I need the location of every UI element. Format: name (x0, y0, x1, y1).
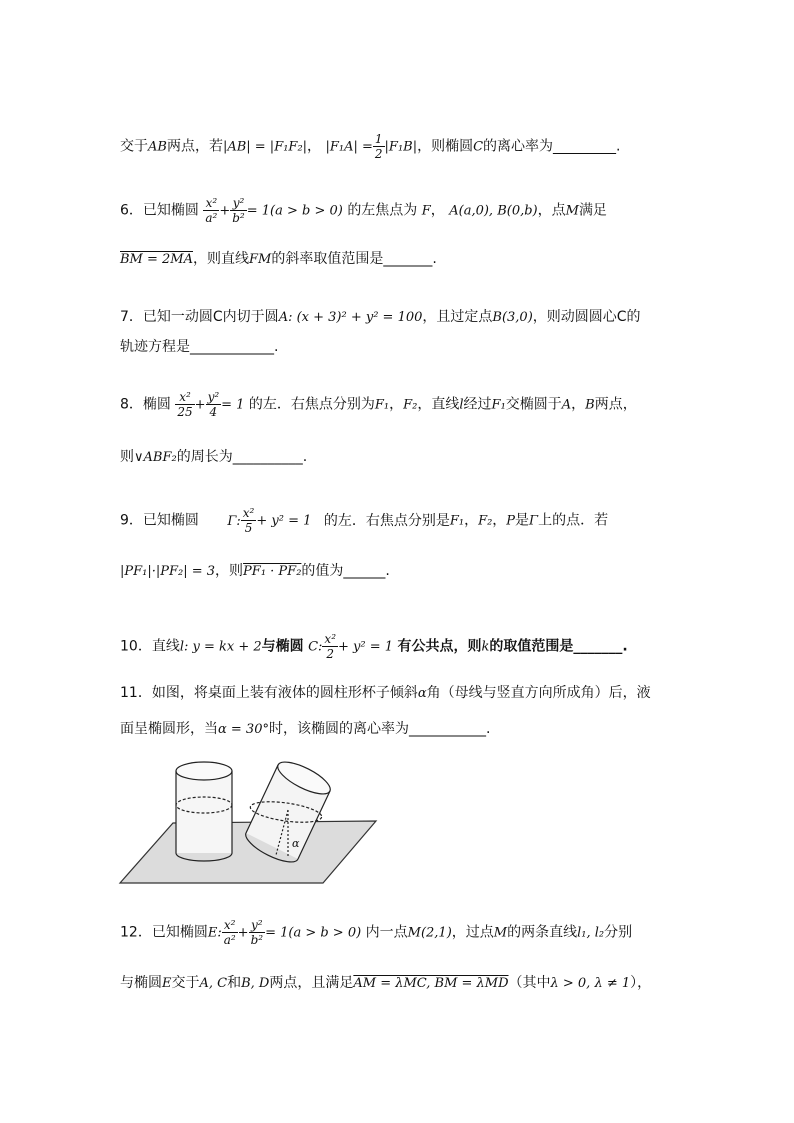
q12-line2-text-2: 交于 (171, 975, 200, 991)
q6-vector-eq: BM = 2MA (120, 252, 193, 267)
q12-text-4: 的两条直线 (507, 924, 578, 941)
q12-math-lambda: λ > 0, λ ≠ 1 (550, 976, 631, 991)
q12-frac2-num: y² (249, 918, 266, 933)
q8-text-3: ， (389, 396, 404, 413)
q8-text-1: 8．椭圆 (120, 396, 171, 413)
q8-fraction-2 (206, 390, 222, 419)
q10-frac-num: x² (324, 632, 336, 646)
q10-line (120, 632, 628, 661)
q6-text-4: ，点 (537, 202, 566, 219)
q12-frac2-den: b² (250, 933, 264, 947)
cylinder-tilt-figure (118, 755, 378, 890)
q8-math-l: l (459, 397, 464, 413)
q5-fraction (373, 132, 385, 161)
q12-line2-text-5: （其中 (508, 975, 551, 991)
q6-eq: = 1(a > b > 0) (246, 203, 343, 219)
q8-math-a: A (561, 397, 572, 413)
q6-plus: + (219, 203, 231, 219)
q5-math-condition-2b: |F₁B| (384, 139, 418, 155)
q6-frac1-den: a² (205, 211, 218, 225)
q7-line2-text: 轨迹方程是____________. (120, 339, 279, 355)
q12-text-5: 分别 (604, 924, 633, 941)
q5-frac-num: 1 (374, 132, 383, 146)
q9-line-2 (120, 560, 390, 580)
q10-text-4: 的取值范围是_______. (489, 638, 628, 655)
q8-text-7: ， (571, 396, 586, 413)
q12-math-e: E: (207, 925, 222, 941)
q12-fraction-1 (222, 918, 238, 947)
q9-text-3: ， (464, 512, 479, 529)
q8-frac2-den: 4 (209, 405, 218, 419)
q6-fraction-1 (203, 196, 219, 225)
q5-text-5: 的离心率为_________. (483, 138, 621, 155)
q8-text-6: 交椭圆于 (505, 396, 562, 413)
q10-math-line: l: y = kx + 2 (179, 639, 262, 655)
q10-fraction (322, 632, 338, 661)
q9-line2-text-1: ，则 (215, 563, 244, 579)
q7-line-2 (120, 336, 278, 356)
q11-math-angle: α = 30° (218, 722, 269, 737)
q6-text-3: ， (430, 202, 445, 219)
q5-frac-den: 2 (374, 147, 383, 161)
q12-plus: + (237, 925, 249, 941)
q7-math-point: B(3,0) (492, 310, 533, 325)
q12-math-vectors: AM = λMC, BM = λMD (353, 976, 509, 991)
q6-fraction-2 (230, 196, 247, 225)
q12-math-ac: A, C (199, 976, 228, 991)
q9-line2-text-2: 的值为______. (301, 563, 390, 579)
q11-line-2 (120, 718, 490, 738)
q6-frac2-num: y² (230, 196, 247, 211)
q8-math-triangle: ∨ABF₂ (134, 450, 177, 465)
q9-math-f2: F₂ (478, 513, 493, 529)
q8-text-5: 经过 (463, 396, 492, 413)
q12-math-e2: E (162, 976, 172, 991)
q11-line-1 (120, 682, 651, 702)
q9-text-4: ， (492, 512, 507, 529)
q7-line-1 (120, 306, 641, 326)
q5-text-3: ， (307, 138, 322, 155)
q11-text-1: 11．如图，将桌面上装有液体的圆柱形杯子倾斜 (120, 685, 418, 701)
q12-text-2: 内一点 (365, 924, 408, 941)
q10-eq: + y² = 1 (338, 639, 394, 655)
q8-plus: + (194, 397, 206, 413)
q9-fraction (241, 506, 257, 535)
q9-math-product: |PF₁|·|PF₂| = 3 (120, 564, 216, 579)
q11-math-alpha: α (417, 686, 427, 701)
q8-math-f2: F₂ (403, 397, 418, 413)
q6-text-2: 的左焦点为 (347, 202, 418, 219)
q12-line2-text-3: 和 (227, 975, 242, 991)
q5-math-ab: AB (148, 139, 167, 155)
q8-line2-text-1: 则 (120, 449, 134, 465)
q12-text-3: ，过点 (451, 924, 494, 941)
q6-line2-text-1: ，则直线 (193, 251, 249, 267)
q12-text-1: 12．已知椭圆 (120, 924, 208, 941)
q9-math-dot-product: PF₁ · PF₂ (243, 564, 302, 579)
q8-fraction-1 (175, 390, 194, 419)
q6-math-points: A(a,0), B(0,b) (449, 203, 538, 219)
q7-math-circle: A: (x + 3)² + y² = 100 (278, 310, 423, 325)
q8-text-4: ，直线 (417, 396, 460, 413)
q12-math-m-point: M(2,1) (407, 925, 452, 941)
q8-text-2: 的左．右焦点分别为 (248, 396, 375, 413)
q9-math-gamma: Γ: (227, 513, 241, 529)
q10-math-c: C: (308, 639, 323, 655)
q6-math-f: F (421, 203, 431, 219)
q9-math-gamma-2: Γ (529, 513, 539, 529)
q6-text-1: 6．已知椭圆 (120, 202, 199, 219)
q12-line-1 (120, 918, 632, 947)
q8-line-2 (120, 446, 307, 466)
q9-frac-num: x² (242, 506, 255, 520)
q9-frac-den: 5 (244, 521, 253, 535)
q9-eq: + y² = 1 (256, 513, 312, 529)
q8-eq: = 1 (221, 397, 245, 413)
q9-text-1: 9．已知椭圆 (120, 512, 199, 529)
q8-math-f1b: F₁ (491, 397, 506, 413)
q5-text-2: 两点，若 (166, 138, 223, 155)
q6-line-2 (120, 248, 437, 268)
q11-text-2: 角（母线与竖直方向所成角）后，液 (426, 685, 651, 701)
q8-frac1-num: x² (175, 390, 194, 405)
q5-text-4: ，则椭圆 (417, 138, 474, 155)
q5-text-1: 交于 (120, 138, 148, 155)
q12-eq: = 1(a > b > 0) (265, 925, 362, 941)
q8-math-f1: F₁ (374, 397, 390, 413)
q9-text-5: 是 (515, 512, 530, 529)
q5-math-condition-1: |AB| = |F₁F₂| (222, 139, 308, 155)
q6-text-5: 满足 (578, 202, 607, 219)
q5-math-c: C (473, 139, 484, 155)
q8-math-b: B (585, 397, 595, 413)
q11-line2-text-2: 时，该椭圆的离心率为___________. (268, 721, 491, 737)
q12-line-2 (120, 972, 651, 992)
q10-math-k: k (481, 639, 490, 655)
q10-text-2: 与椭圆 (261, 638, 304, 655)
q9-math-p: P (506, 513, 516, 529)
q12-line2-text-6: ）， (630, 975, 652, 991)
q10-text-3: 有公共点，则 (397, 638, 482, 655)
q7-text-3: ，则动圆圆心C的 (532, 309, 641, 325)
q6-frac2-den: b² (232, 211, 245, 225)
q12-frac1-num: x² (222, 918, 238, 933)
q9-line-1 (120, 506, 608, 535)
q6-math-fm: FM (249, 252, 272, 267)
q10-frac-den: 2 (326, 647, 335, 661)
q12-fraction-2 (249, 918, 266, 947)
q5-math-condition-2a: |F₁A| = (325, 139, 373, 155)
q9-math-f1: F₁ (449, 513, 465, 529)
q8-line-1 (120, 390, 637, 419)
q8-line2-text-2: 的周长为__________. (176, 449, 308, 465)
q8-text-8: 两点， (594, 396, 637, 413)
q12-math-m: M (493, 925, 508, 941)
q6-line-1 (120, 196, 607, 225)
q9-text-2: 的左．右焦点分别是 (323, 512, 450, 529)
q12-frac1-den: a² (223, 933, 236, 947)
q6-math-m: M (565, 203, 579, 219)
q9-text-6: 上的点．若 (538, 512, 609, 529)
q12-math-bd: B, D (241, 976, 270, 991)
q8-frac2-num: y² (207, 390, 220, 404)
q12-line2-text-1: 与椭圆 (120, 975, 162, 991)
q6-frac1-num: x² (203, 196, 219, 211)
q7-text-2: ，且过定点 (422, 309, 493, 325)
q6-line2-text-2: 的斜率取值范围是_______. (271, 251, 437, 267)
q8-frac1-den: 25 (177, 405, 193, 419)
q12-line2-text-4: 两点，且满足 (269, 975, 354, 991)
q12-math-lines: l₁, l₂ (577, 925, 605, 941)
q11-line2-text-1: 面呈椭圆形，当 (120, 721, 218, 737)
figure-alpha-label: α (292, 837, 300, 850)
q10-text-1: 10．直线 (120, 638, 180, 655)
q7-text-1: 7．已知一动圆C内切于圆 (120, 309, 279, 325)
upright-cup (176, 762, 232, 861)
q5-line (120, 132, 621, 161)
